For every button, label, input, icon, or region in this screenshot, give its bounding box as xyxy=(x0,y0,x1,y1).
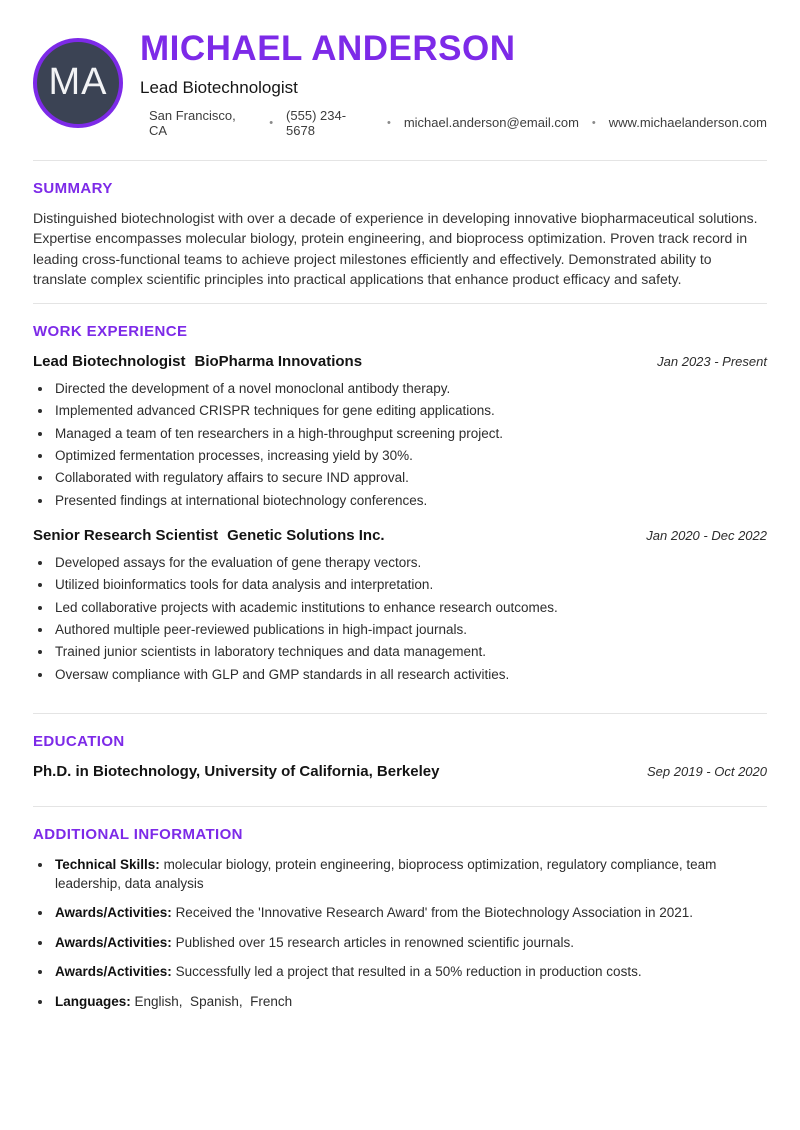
job-title-line xyxy=(33,353,362,370)
job-title-line xyxy=(33,527,385,544)
summary-text: Distinguished biotechnologist with over a decade of experience in developing innovative biopharmaceutical solutions. Expertise encompasses molecular biology, protein engineering, and bioprocess optimization. Proven track record in leading cross-functional teams to achieve project milestones efficiently and effectively. Demonstrated ability to translate complex scientific principles into practical applications that enhance product efficacy and safety. xyxy=(33,209,758,288)
additional-information-item xyxy=(53,992,767,1011)
job-dates: Jan 2020 - Dec 2022 xyxy=(646,527,767,543)
section-divider xyxy=(33,160,767,161)
job-bullet: • Optimized fermentation processes, increasing yield by 30%. xyxy=(53,447,767,465)
item-label: Awards/Activities: xyxy=(55,934,172,950)
section-divider xyxy=(33,713,767,714)
job-bullet: • Collaborated with regulatory affairs to secure IND approval. xyxy=(53,469,767,487)
job-bullet: • Trained junior scientists in laboratory techniques and data management. xyxy=(53,643,767,661)
job-entry xyxy=(33,527,767,684)
contact-phone: (555) 234-5678 xyxy=(286,107,347,138)
job-bullet: • Developed assays for the evaluation of gene therapy vectors. xyxy=(53,554,767,572)
education-degree: Ph.D. in Biotechnology, University of California, Berkeley xyxy=(33,762,440,780)
job-role: Senior Research Scientist xyxy=(33,526,219,544)
job-dates: Jan 2023 - Present xyxy=(657,353,767,369)
job-header-row xyxy=(33,353,767,370)
item-text: Successfully led a project that resulted in a 50% reduction in production costs. xyxy=(175,964,642,980)
section-additional-information xyxy=(33,826,767,1011)
section-divider xyxy=(33,806,767,807)
additional-information-item xyxy=(53,903,767,922)
job-bullet-list xyxy=(33,380,767,510)
item-label: Languages: xyxy=(55,993,131,1009)
job-bullet: • Oversaw compliance with GLP and GMP standards in all research activities. xyxy=(53,666,767,684)
item-text: English, Spanish, French xyxy=(134,993,293,1009)
job-header-row xyxy=(33,527,767,544)
job-bullet: • Presented findings at international biotechnology conferences. xyxy=(53,492,767,510)
additional-information-list xyxy=(33,855,767,1011)
job-company: Genetic Solutions Inc. xyxy=(227,526,385,544)
profession-title: Lead Biotechnologist xyxy=(140,77,298,97)
contact-line xyxy=(140,108,767,138)
avatar xyxy=(33,38,123,128)
dot-separator-icon: • xyxy=(386,116,391,129)
item-label: Awards/Activities: xyxy=(55,905,172,921)
resume-header xyxy=(33,28,767,138)
jobs-list xyxy=(33,353,767,684)
job-bullet-list xyxy=(33,554,767,684)
job-bullet: • Directed the development of a novel monoclonal antibody therapy. xyxy=(53,380,767,398)
additional-information-heading: ADDITIONAL INFORMATION xyxy=(33,825,243,843)
job-company: BioPharma Innovations xyxy=(194,352,363,370)
additional-information-item xyxy=(53,855,767,893)
section-education xyxy=(33,733,767,780)
contact-website: www.michaelanderson.com xyxy=(608,115,767,130)
job-bullet: • Implemented advanced CRISPR techniques for gene editing applications. xyxy=(53,402,767,420)
additional-information-item xyxy=(53,933,767,952)
item-text: Received the 'Innovative Research Award' from the Biotechnology Association in 2021. xyxy=(175,905,694,921)
job-bullet: • Managed a team of ten researchers in a high-throughput screening project. xyxy=(53,425,767,443)
section-work-experience xyxy=(33,323,767,684)
section-divider xyxy=(33,303,767,304)
item-label: Technical Skills: xyxy=(55,856,160,872)
section-summary xyxy=(33,180,767,290)
additional-information-item xyxy=(53,962,767,981)
job-bullet: • Authored multiple peer-reviewed publications in high-impact journals. xyxy=(53,621,767,639)
summary-heading: SUMMARY xyxy=(33,179,113,197)
job-bullet: • Led collaborative projects with academic institutions to enhance research outcomes. xyxy=(53,599,767,617)
contact-location: San Francisco, CA xyxy=(149,107,236,138)
education-entry xyxy=(33,763,767,780)
education-heading: EDUCATION xyxy=(33,732,125,750)
job-entry xyxy=(33,353,767,510)
job-bullet: • Utilized bioinformatics tools for data analysis and interpretation. xyxy=(53,576,767,594)
header-text xyxy=(140,28,767,138)
item-text: molecular biology, protein engineering, bioprocess optimization, regulatory compliance, team leadership, data analysis xyxy=(55,856,721,891)
education-dates: Sep 2019 - Oct 2020 xyxy=(647,763,767,779)
contact-email: michael.anderson@email.com xyxy=(403,115,579,130)
work-experience-heading: WORK EXPERIENCE xyxy=(33,322,188,340)
avatar-initials: MA xyxy=(48,61,108,104)
job-role: Lead Biotechnologist xyxy=(33,352,186,370)
dot-separator-icon: • xyxy=(591,116,596,129)
item-label: Awards/Activities: xyxy=(55,964,172,980)
item-text: Published over 15 research articles in renowned scientific journals. xyxy=(175,934,575,950)
dot-separator-icon: • xyxy=(269,116,274,129)
person-name: MICHAEL ANDERSON xyxy=(140,29,516,68)
